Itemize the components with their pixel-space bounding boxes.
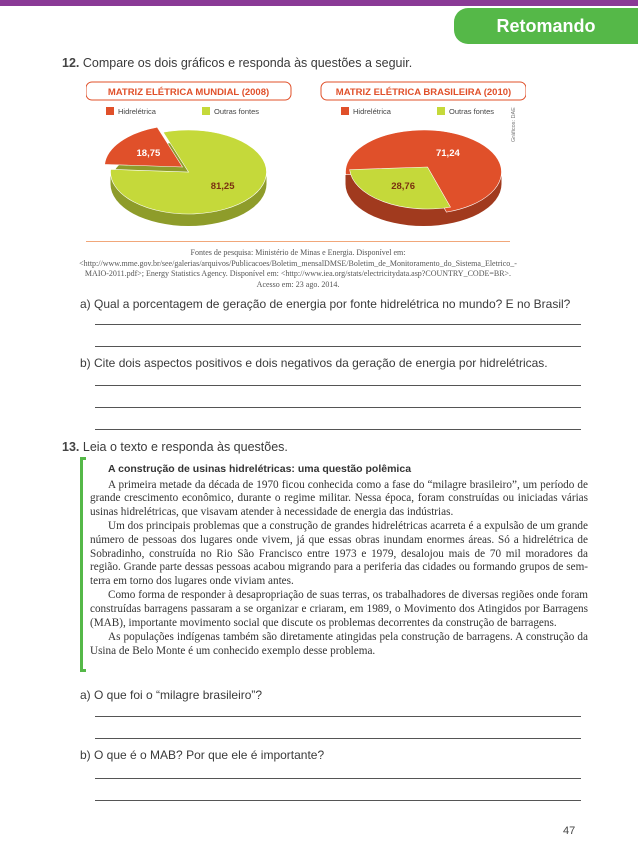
reading-text-title: A construção de usinas hidrelétricas: uma questão polêmica <box>108 463 412 475</box>
reading-paragraph: Um dos principais problemas que a construção de grandes hidrelétricas acarreta é a expulsão de um grande número de pessoas dos lugares onde vivem, já que essas obras inundam enormes áreas. Só a hidrelétrica de Sobradinho, construída no Rio São Francisco entre 1973 e 1979, desalojou mais de 70 mil moradores da região. Grande parte dessas pessoas acabou migrando para a periferia das cidades ou formando grupos de sem-terra em torno dos lugares onde viviam antes. <box>90 520 588 587</box>
reading-paragraph: As populações indígenas também são diretamente atingidas pela construção de barragens. A construção da Usina de Belo Monte é um conhecido exemplo desse problema. <box>90 631 588 657</box>
answer-line[interactable] <box>95 429 581 430</box>
question-13b-text: O que é o MAB? Por que ele é importante? <box>94 748 325 762</box>
legend-swatch <box>437 107 445 115</box>
question-13-number: 13. <box>62 440 80 454</box>
legend-label: Outras fontes <box>449 107 495 116</box>
question-13b <box>80 748 324 762</box>
chart-title: MATRIZ ELÉTRICA BRASILEIRA (2010) <box>335 87 512 98</box>
reading-text-box <box>80 457 590 672</box>
answer-line[interactable] <box>95 778 581 779</box>
section-title: Retomando <box>496 15 596 36</box>
question-12b-label: b) <box>80 356 91 370</box>
reading-text <box>90 463 588 659</box>
question-12a-text: Qual a porcentagem de geração de energia por fonte hidrelétrica no mundo? E no Brasil? <box>94 297 571 311</box>
legend-label: Outras fontes <box>214 107 260 116</box>
question-13-title <box>62 440 288 454</box>
legend-label: Hidrelétrica <box>353 107 391 116</box>
answer-line[interactable] <box>95 385 581 386</box>
answer-line[interactable] <box>95 716 581 717</box>
answer-line[interactable] <box>95 346 581 347</box>
question-13-prompt: Leia o texto e responda às questões. <box>82 440 288 454</box>
chart-title: MATRIZ ELÉTRICA MUNDIAL (2008) <box>107 87 270 98</box>
slice-value-label: 28,76 <box>391 181 416 193</box>
answer-line[interactable] <box>95 324 581 325</box>
question-13a <box>80 688 262 702</box>
answer-line[interactable] <box>95 407 581 408</box>
question-12b-text: Cite dois aspectos positivos e dois negativos da geração de energia por hidrelétricas. <box>94 356 548 370</box>
pie-charts-svg <box>86 80 526 240</box>
legend-swatch <box>341 107 349 115</box>
answer-line[interactable] <box>95 738 581 739</box>
question-13a-label: a) <box>80 688 91 702</box>
slice-value-label: 18,75 <box>136 147 161 159</box>
question-13b-label: b) <box>80 748 91 762</box>
question-12a <box>80 297 570 311</box>
question-12-prompt: Compare os dois gráficos e responda às questões a seguir. <box>82 56 413 70</box>
legend-label: Hidrelétrica <box>118 107 156 116</box>
pie-charts-figure <box>86 80 526 240</box>
slice-value-label: 81,25 <box>210 181 235 193</box>
image-credit <box>511 82 521 142</box>
question-12-number: 12. <box>62 56 80 70</box>
top-color-bar <box>0 0 638 6</box>
section-tab <box>454 8 638 44</box>
reading-paragraph: Como forma de responder à desapropriação de suas terras, os trabalhadores de diversas regiões onde foram construídas barragens passaram a se organizar e criaram, em 1989, o Movimento dos Atingidos por Barragens (MAB), importante movimento social que discute os problemas decorrentes da construção de barragens. <box>90 589 588 629</box>
question-12a-label: a) <box>80 297 91 311</box>
legend-swatch <box>106 107 114 115</box>
chart-sources: Fontes de pesquisa: Ministério de Minas e Energia. Disponível em: <http://www.mme.gov.br/see/galerias/arquivos/Publicacoes/Boletim_mensalDMSE/Boletim_de_Monitoramento_do_Sistema_Eletrico_-MAIO-2011.pdf>; Energy Statistics Agency. Disponível em: <http://www.iea.org/stats/electricitydata.asp?COUNTRY_CODE=BR>. Acesso em: 23 ago. 2014. <box>79 248 517 289</box>
answer-line[interactable] <box>95 800 581 801</box>
legend-swatch <box>202 107 210 115</box>
source-divider <box>86 241 510 242</box>
question-12-title <box>62 56 412 70</box>
reading-paragraph: A primeira metade da década de 1970 ficou conhecida como a fase do “milagre brasileiro”, um período de grande crescimento econômico, durante o regime militar. Nessa época, foram construídas ou iniciadas várias usinas hidrelétricas, que visavam atender à necessidade de energia das indústrias. <box>90 478 588 518</box>
slice-value-label: 71,24 <box>435 147 460 159</box>
question-13a-text: O que foi o “milagre brasileiro”? <box>94 688 263 702</box>
page-number: 47 <box>563 825 576 837</box>
question-12b <box>80 356 548 370</box>
image-credit-text: Gráficos: DAE <box>511 107 517 142</box>
green-bracket <box>80 457 86 672</box>
